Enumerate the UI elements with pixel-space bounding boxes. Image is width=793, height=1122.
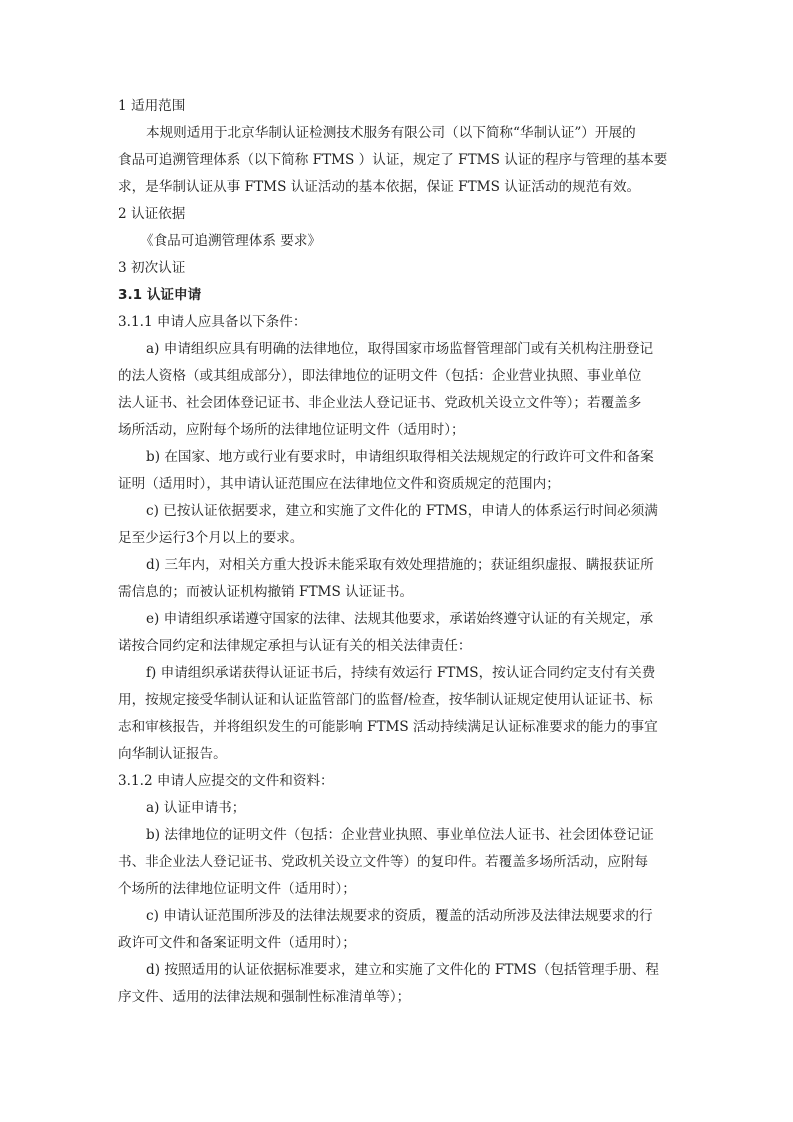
condition-a-line: 场所活动，应附每个场所的法律地位证明文件（适用时）；: [118, 422, 465, 438]
document-a-line: a) 认证申请书；: [146, 800, 246, 816]
condition-f-line: 志和审核报告，并将组织发生的可能影响 FTMS 活动持续满足认证标准要求的能力的事宜: [118, 719, 658, 735]
document-d-line: d) 按照适用的认证依据标准要求，建立和实施了文件化的 FTMS（包括管理手册、程: [146, 962, 659, 978]
document-c-line: 政许可文件和备案证明文件（适用时）；: [118, 935, 356, 951]
document-b-line: 个场所的法律地位证明文件（适用时）；: [118, 881, 356, 897]
paragraph-line: 本规则适用于北京华制认证检测技术服务有限公司（以下简称“华制认证”）开展的: [146, 125, 636, 141]
condition-f-line: f) 申请组织承诺获得认证证书后，持续有效运行 FTMS，按认证合同约定支付有关费: [146, 665, 656, 681]
condition-e-line: e) 申请组织承诺遵守国家的法律、法规其他要求，承诺始终遵守认证的有关规定，承: [146, 611, 654, 627]
section-3-heading: 3 初次认证: [118, 260, 186, 276]
document-c-line: c) 申请认证范围所涉及的法律法规要求的资质，覆盖的活动所涉及法律法规要求的行: [146, 908, 653, 924]
condition-e-line: 诺按合同约定和法律规定承担与认证有关的相关法律责任：: [118, 638, 472, 654]
condition-a-line: a) 申请组织应具有明确的法律地位，取得国家市场监督管理部门或有关机构注册登记: [146, 341, 654, 357]
item-3-1-2-heading: 3.1.2 申请人应提交的文件和资料：: [118, 773, 334, 789]
subsection-3-1-heading: 3.1 认证申请: [118, 287, 202, 303]
section-1-heading: 1 适用范围: [118, 98, 186, 114]
section-2-heading: 2 认证依据: [118, 206, 186, 222]
document-d-line: 序文件、适用的法律法规和强制性标准清单等）；: [118, 989, 411, 1005]
document-b-line: 书、非企业法人登记证书、党政机关设立文件等）的复印件。若覆盖多场所活动，应附每: [118, 854, 649, 870]
condition-a-line: 的法人资格（或其组成部分），即法律地位的证明文件（包括：企业营业执照、事业单位: [118, 368, 642, 384]
condition-f-line: 向华制认证报告。: [118, 746, 227, 762]
condition-d-line: 需信息的；而被认证机构撤销 FTMS 认证证书。: [118, 584, 414, 600]
document-b-line: b) 法律地位的证明文件（包括：企业营业执照、事业单位法人证书、社会团体登记证: [146, 827, 654, 843]
condition-b-line: b) 在国家、地方或行业有要求时，申请组织取得相关法规规定的行政许可文件和备案: [146, 449, 654, 465]
item-3-1-1-heading: 3.1.1 申请人应具备以下条件：: [118, 314, 307, 330]
standard-reference: 《食品可追溯管理体系 要求》: [140, 233, 322, 249]
condition-b-line: 证明（适用时），其申请认证范围应在法律地位文件和资质规定的范围内；: [118, 476, 560, 492]
condition-a-line: 法人证书、社会团体登记证书、非企业法人登记证书、党政机关设立文件等）；若覆盖多: [118, 395, 642, 411]
condition-f-line: 用，按规定接受华制认证和认证监管部门的监督/检查，按华制认证规定使用认证证书、标: [118, 692, 653, 708]
paragraph-line: 求，是华制认证从事 FTMS 认证活动的基本依据，保证 FTMS 认证活动的规范有效。: [118, 179, 641, 195]
condition-c-line: c) 已按认证依据要求，建立和实施了文件化的 FTMS，申请人的体系运行时间必须满: [146, 503, 658, 519]
condition-c-line: 足至少运行3个月以上的要求。: [118, 530, 304, 546]
condition-d-line: d) 三年内，对相关方重大投诉未能采取有效处理措施的；获证组织虚报、瞒报获证所: [146, 557, 654, 573]
paragraph-line: 食品可追溯管理体系（以下简称 FTMS ）认证，规定了 FTMS 认证的程序与管理的基本要: [118, 152, 668, 168]
